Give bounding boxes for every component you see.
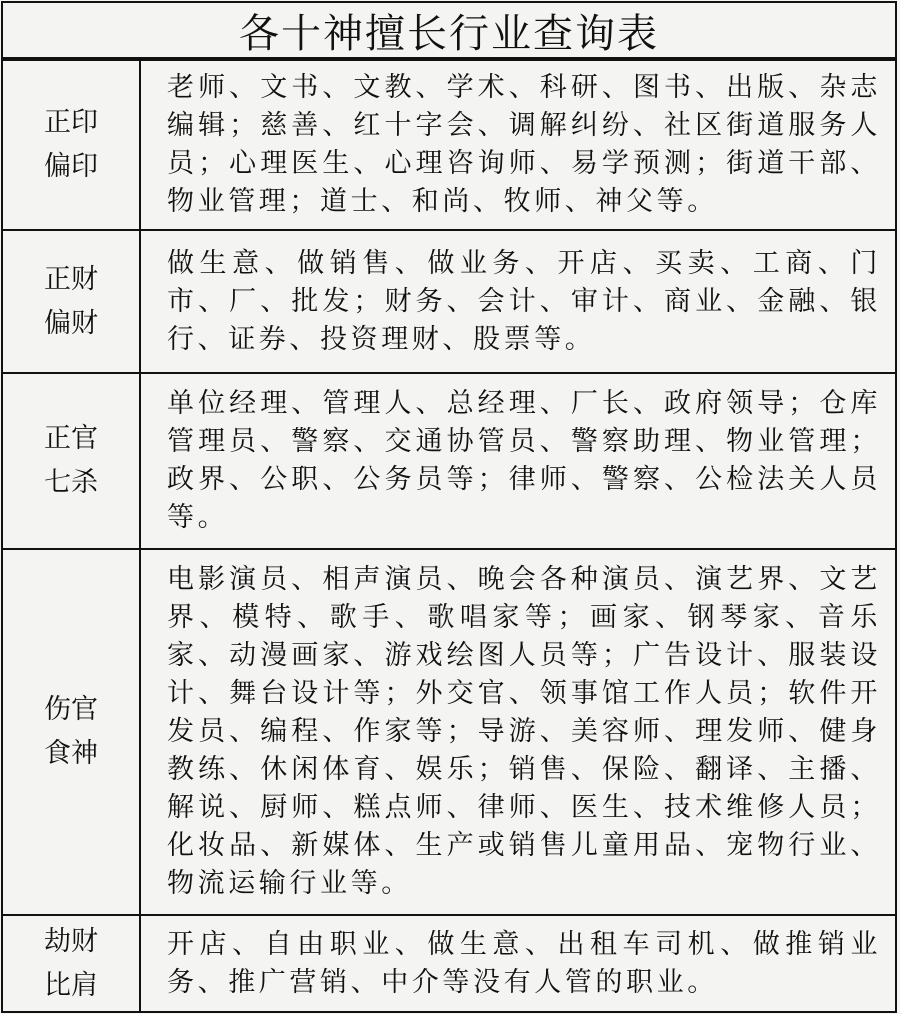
row-content-cell: 开店、自由职业、做生意、出租车司机、做推销业务、推广营销、中介等没有人管的职业。 <box>140 915 896 1012</box>
row-label-line: 偏印 <box>44 151 98 182</box>
row-content-cell: 老师、文书、文教、学术、科研、图书、出版、杂志编辑；慈善、红十字会、调解纠纷、社区街道服务人员；心理医生、心理咨询师、易学预测；街道干部、物业管理；道士、和尚、牧师、神父等。 <box>140 60 896 230</box>
row-label-cell <box>2 549 140 915</box>
row-label-cell <box>2 230 140 373</box>
table-row <box>2 915 896 1012</box>
table-title: 各十神擅长行业查询表 <box>1 1 897 59</box>
table-row <box>2 60 896 230</box>
table-row <box>2 373 896 549</box>
row-label-cell <box>2 915 140 1012</box>
row-label-line: 食神 <box>44 738 98 769</box>
table-row <box>2 549 896 915</box>
row-label-cell <box>2 60 140 230</box>
row-label-line: 偏财 <box>44 307 98 339</box>
row-label-line: 正官 <box>44 423 98 454</box>
row-label-line: 比肩 <box>44 969 98 1001</box>
row-content-cell: 做生意、做销售、做业务、开店、买卖、工商、门市、厂、批发；财务、会计、审计、商业、金融、银行、证券、投资理财、股票等。 <box>140 230 896 373</box>
row-label-line: 正财 <box>44 263 98 295</box>
row-content-cell: 单位经理、管理人、总经理、厂长、政府领导；仓库管理员、警察、交通协管员、警察助理、物业管理；政界、公职、公务员等；律师、警察、公检法关人员等。 <box>140 373 896 549</box>
row-content-cell: 电影演员、相声演员、晚会各种演员、演艺界、文艺界、模特、歌手、歌唱家等；画家、钢琴家、音乐家、动漫画家、游戏绘图人员等；广告设计、服装设计、舞台设计等；外交官、领事馆工作人员；软件开发员、编程、作家等；导游、美容师、理发师、健身教练、休闲体育、娱乐；销售、保险、翻译、主播、解说、厨师、糕点师、律师、医生、技术维修人员；化妆品、新媒体、生产或销售儿童用品、宠物行业、物流运输行业等。 <box>140 549 896 915</box>
ten-gods-table <box>1 59 897 1013</box>
row-label-line: 劫财 <box>44 925 98 957</box>
row-label-line: 七杀 <box>44 467 98 498</box>
row-label-line: 正印 <box>44 107 98 138</box>
row-label-line: 伤官 <box>44 694 98 725</box>
row-label-cell <box>2 373 140 549</box>
table-row <box>2 230 896 373</box>
